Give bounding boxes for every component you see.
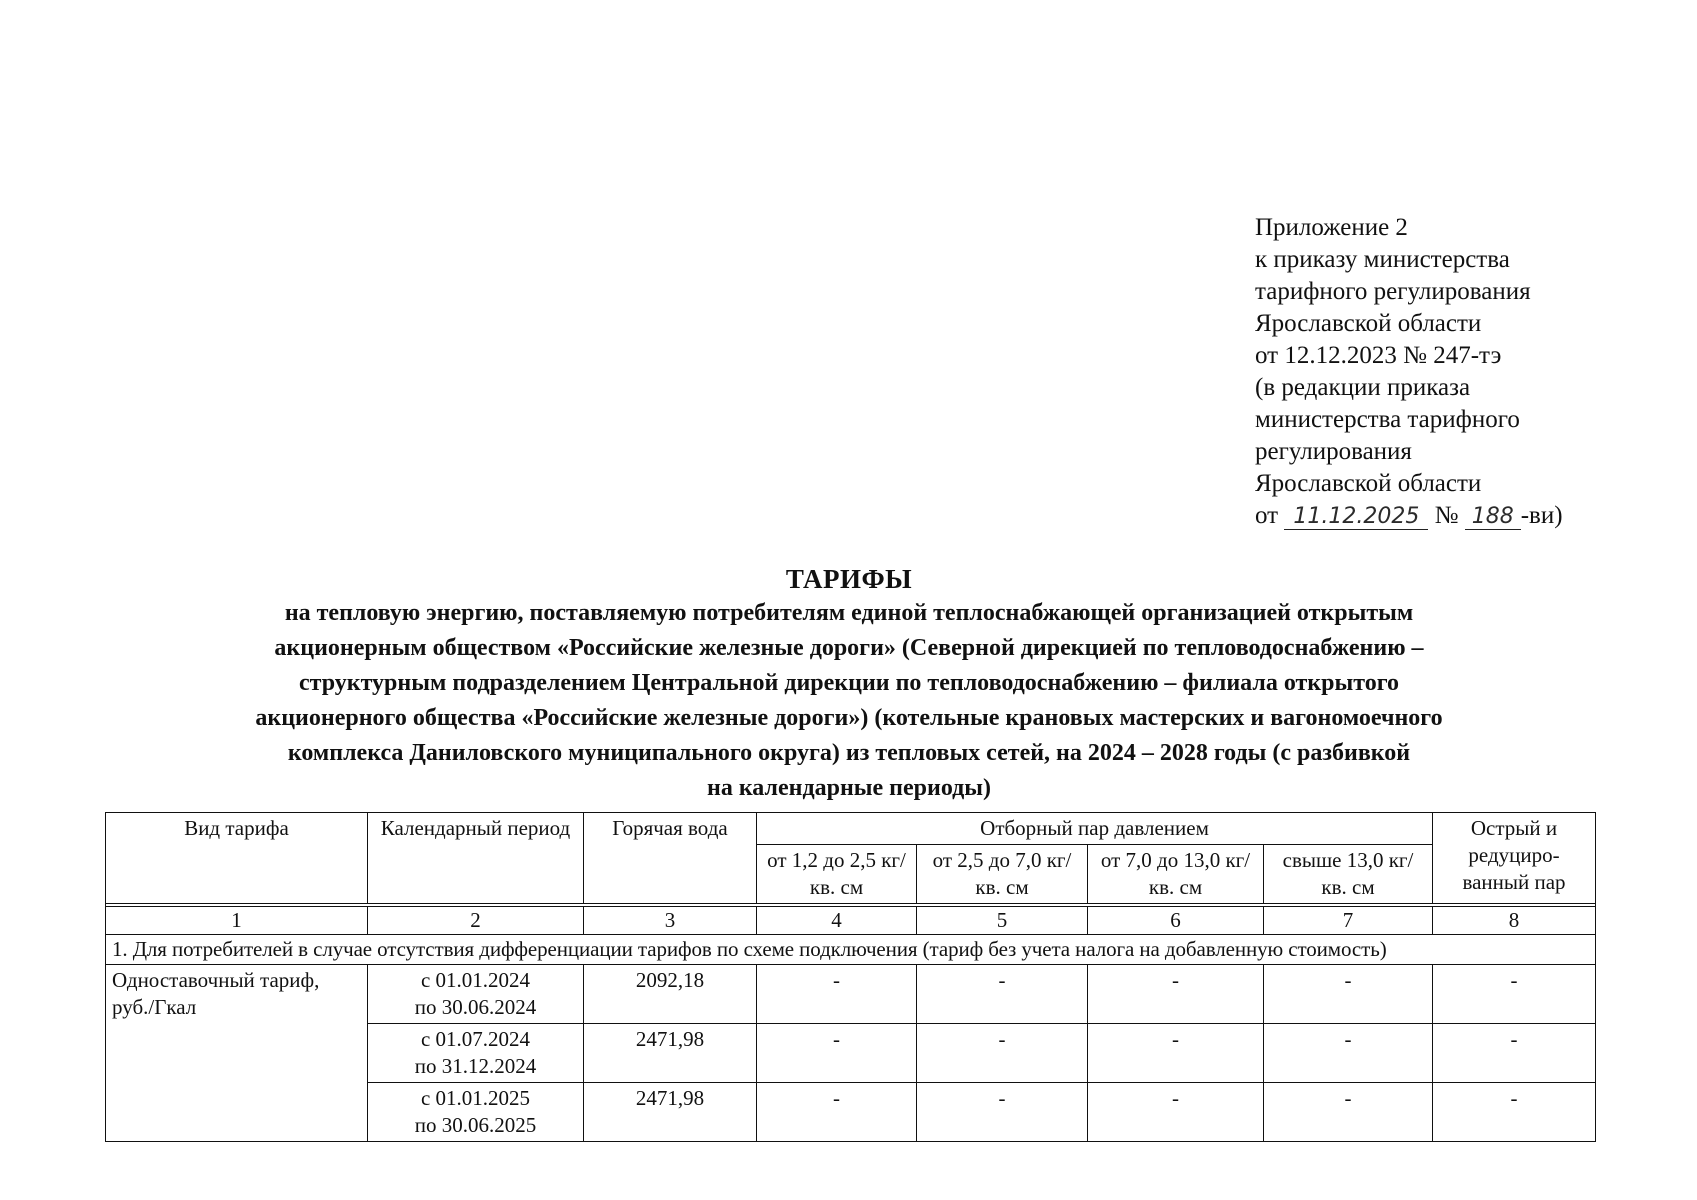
table-row [106,965,1596,1024]
steam-3-cell: - [1088,965,1264,1024]
appendix-line: (в редакции приказа [1255,374,1471,401]
column-number: 7 [1264,907,1433,935]
section-title: 1. Для потребителей в случае отсутствия дифференциации тарифов по схеме подключения (тариф без учета налога на добавленную стоимость) [106,935,1596,965]
header-steam-3: от 7,0 до 13,0 кг/ кв. см [1088,845,1264,904]
steam-1-cell: - [757,1024,917,1083]
appendix-line: к приказу министерства [1255,246,1510,273]
hot-water-cell: 2092,18 [584,965,757,1024]
column-number: 2 [368,907,584,935]
steam-3-cell: - [1088,1024,1264,1083]
period-to: по 30.06.2025 [414,1113,537,1137]
title-line: комплекса Даниловского муниципального округа) из тепловых сетей, на 2024 – 2028 годы (с разбивкой [287,740,1411,766]
hot-water-cell: 2471,98 [584,1083,757,1142]
section-row [106,935,1596,965]
title-line: на календарные периоды) [707,775,991,801]
header-hot-water: Горячая вода [584,813,757,904]
title-main: ТАРИФЫ [785,564,913,594]
steam-1-cell: - [757,965,917,1024]
appendix-line: Ярославской области [1255,470,1482,497]
column-number: 6 [1088,907,1264,935]
column-number: 5 [917,907,1088,935]
column-number: 4 [757,907,917,935]
header-steam-group: Отборный пар давлением [757,813,1433,845]
title-line: структурным подразделением Центральной дирекции по тепловодоснабжению – филиала открытого [298,670,1399,696]
steam-2-cell: - [917,1083,1088,1142]
header-steam-1: от 1,2 до 2,5 кг/ кв. см [757,845,917,904]
sharp-steam-cell: - [1433,1024,1596,1083]
period-from: с 01.01.2025 [420,1086,531,1110]
header-tariff-type: Вид тарифа [106,813,368,904]
appendix-line: Приложение 2 [1255,214,1408,241]
header-row [106,813,1596,845]
period-from: с 01.07.2024 [420,1027,531,1051]
steam-1-cell: - [757,1083,917,1142]
tariffs-table [105,812,1596,1142]
period-cell [368,965,584,1024]
period-from: с 01.01.2024 [420,968,531,992]
appendix-line: тарифного регулирования [1255,278,1531,305]
appendix-line: Ярославской области [1255,310,1482,337]
header-period: Календарный период [368,813,584,904]
number-sign: № [1434,502,1459,529]
appendix-line: регулирования [1255,438,1412,465]
appendix-last-line [1255,500,1675,532]
appendix-line: от 12.12.2023 № 247-тэ [1255,342,1502,369]
appendix-line: министерства тарифного [1255,406,1520,433]
steam-3-cell: - [1088,1083,1264,1142]
handwritten-date: 11.12.2025 [1284,505,1428,530]
document-title [120,562,1578,806]
sharp-steam-cell: - [1433,1083,1596,1142]
title-line: на тепловую энергию, поставляемую потребителям единой теплоснабжающей организацией открытым [284,600,1414,626]
period-cell [368,1024,584,1083]
steam-2-cell: - [917,965,1088,1024]
handwritten-number: 188 [1465,505,1521,530]
column-number: 3 [584,907,757,935]
appendix-block [1255,212,1675,532]
steam-4-cell: - [1264,1083,1433,1142]
steam-4-cell: - [1264,965,1433,1024]
appendix-suffix: -ви) [1520,502,1563,529]
title-line: акционерного общества «Российские железные дороги») (котельные крановых мастерских и вагономоечного [255,705,1443,731]
steam-2-cell: - [917,1024,1088,1083]
column-number: 8 [1433,907,1596,935]
header-steam-4: свыше 13,0 кг/ кв. см [1264,845,1433,904]
period-to: по 30.06.2024 [414,995,537,1019]
column-number-row [106,907,1596,935]
header-sharp-steam: Острый и редуциро-ванный пар [1433,813,1596,904]
title-line: акционерным обществом «Российские железные дороги» (Северной дирекцией по тепловодоснабжению – [274,635,1424,661]
header-steam-2: от 2,5 до 7,0 кг/ кв. см [917,845,1088,904]
appendix-date-prefix: от [1255,502,1279,529]
tariff-type-cell: Одноставочный тариф, руб./Гкал [106,965,368,1142]
period-to: по 31.12.2024 [414,1054,537,1078]
sharp-steam-cell: - [1433,965,1596,1024]
period-cell [368,1083,584,1142]
steam-4-cell: - [1264,1024,1433,1083]
column-number: 1 [106,907,368,935]
hot-water-cell: 2471,98 [584,1024,757,1083]
